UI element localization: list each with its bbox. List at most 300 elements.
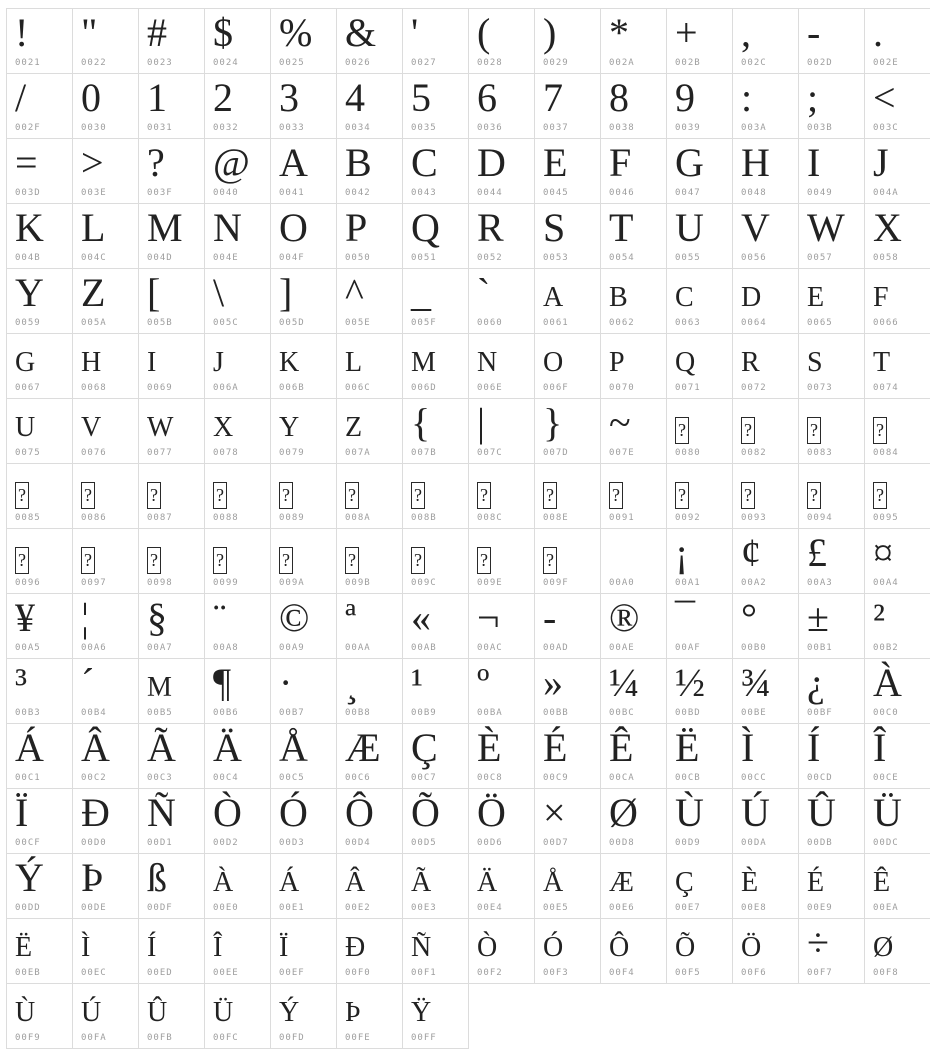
glyph-code: 00DE <box>81 903 107 913</box>
glyph-cell <box>733 269 799 334</box>
glyph-char <box>609 531 664 576</box>
glyph-code: 00B8 <box>345 708 371 718</box>
glyph-cell <box>799 9 865 74</box>
glyph-cell <box>73 594 139 659</box>
glyph-char: ß <box>147 855 167 900</box>
glyph-cell <box>667 854 733 919</box>
glyph-char <box>213 465 268 511</box>
glyph-char: { <box>411 400 431 445</box>
glyph-char: ¡ <box>675 530 689 575</box>
glyph-code: 0094 <box>807 513 833 523</box>
glyph-cell <box>535 204 601 269</box>
glyph-cell <box>205 724 271 789</box>
glyph-code: 006E <box>477 383 503 393</box>
glyph-char: % <box>279 10 313 55</box>
glyph-cell <box>73 139 139 204</box>
glyph-cell <box>271 529 337 594</box>
glyph-char: E <box>543 140 568 185</box>
glyph-char: ( <box>477 10 491 55</box>
glyph-code: 00D5 <box>411 838 437 848</box>
glyph-char <box>15 465 70 511</box>
glyph-cell <box>667 74 733 139</box>
glyph-code: 00F3 <box>543 968 569 978</box>
glyph-code: 003A <box>741 123 767 133</box>
glyph-code: 00DC <box>873 838 899 848</box>
glyph-char: Å <box>279 725 308 770</box>
glyph-char: H <box>741 140 770 185</box>
glyph-code: 0077 <box>147 448 173 458</box>
glyph-code: 00E3 <box>411 903 437 913</box>
glyph-code: 00A2 <box>741 578 767 588</box>
missing-glyph-icon: ? <box>807 417 821 444</box>
glyph-char: [ <box>147 270 161 315</box>
glyph-char: º <box>477 660 490 705</box>
glyph-cell <box>7 919 73 984</box>
glyph-code: 00C8 <box>477 773 503 783</box>
glyph-cell <box>337 984 403 1049</box>
glyph-cell <box>865 919 930 984</box>
glyph-code: 0051 <box>411 253 437 263</box>
glyph-code: 0073 <box>807 383 833 393</box>
glyph-char: s <box>807 335 823 380</box>
glyph-cell <box>271 659 337 724</box>
glyph-char: ¿ <box>807 660 825 705</box>
glyph-cell <box>469 399 535 464</box>
glyph-char: ± <box>807 595 829 640</box>
glyph-cell <box>601 594 667 659</box>
glyph-code: 00C3 <box>147 773 173 783</box>
glyph-cell <box>865 789 930 854</box>
glyph-code: 00FD <box>279 1033 305 1043</box>
glyph-code: 00B0 <box>741 643 767 653</box>
glyph-cell <box>337 9 403 74</box>
glyph-cell <box>271 984 337 1049</box>
glyph-char: Â <box>81 725 110 770</box>
glyph-code: 002C <box>741 58 767 68</box>
glyph-cell <box>799 464 865 529</box>
glyph-cell <box>205 334 271 399</box>
glyph-code: 003C <box>873 123 899 133</box>
glyph-code: 0031 <box>147 123 173 133</box>
missing-glyph-icon: ? <box>411 547 425 574</box>
glyph-char: ý <box>279 985 300 1030</box>
glyph-code: 0087 <box>147 513 173 523</box>
glyph-cell <box>469 529 535 594</box>
glyph-code: 00B3 <box>15 708 41 718</box>
glyph-code: 0097 <box>81 578 107 588</box>
missing-glyph-icon: ? <box>345 482 359 509</box>
glyph-cell <box>865 464 930 529</box>
glyph-code: 0047 <box>675 188 701 198</box>
glyph-code: 008C <box>477 513 503 523</box>
glyph-code: 0037 <box>543 123 569 133</box>
glyph-char: ú <box>81 985 102 1030</box>
glyph-char: 6 <box>477 75 497 120</box>
glyph-char: e <box>807 270 825 315</box>
glyph-cell <box>733 334 799 399</box>
glyph-char: Î <box>873 725 887 770</box>
glyph-cell <box>205 529 271 594</box>
glyph-code: 00D0 <box>81 838 107 848</box>
glyph-char: ¼ <box>609 660 639 705</box>
glyph-cell <box>469 204 535 269</box>
glyph-code: 0062 <box>609 318 635 328</box>
glyph-code: 003B <box>807 123 833 133</box>
glyph-code: 0085 <box>15 513 41 523</box>
glyph-char: $ <box>213 10 233 55</box>
glyph-code: 0069 <box>147 383 173 393</box>
glyph-char: Ú <box>741 790 770 835</box>
missing-glyph-icon: ? <box>147 482 161 509</box>
glyph-code: 0095 <box>873 513 899 523</box>
glyph-cell <box>865 529 930 594</box>
glyph-code: 00F1 <box>411 968 437 978</box>
glyph-code: 0055 <box>675 253 701 263</box>
glyph-code: 00C4 <box>213 773 239 783</box>
glyph-code: 00A0 <box>609 578 635 588</box>
glyph-char <box>873 400 928 446</box>
glyph-char <box>543 530 598 576</box>
glyph-cell <box>667 269 733 334</box>
glyph-cell <box>7 529 73 594</box>
glyph-cell <box>667 789 733 854</box>
missing-glyph-icon: ? <box>213 482 227 509</box>
glyph-cell <box>469 919 535 984</box>
glyph-char: ¬ <box>477 595 500 640</box>
glyph-cell <box>865 9 930 74</box>
glyph-char: D <box>477 140 506 185</box>
glyph-cell <box>403 74 469 139</box>
glyph-cell <box>403 594 469 659</box>
glyph-code: 005F <box>411 318 437 328</box>
glyph-code: 0072 <box>741 383 767 393</box>
glyph-char: Í <box>807 725 821 770</box>
glyph-code: 00A1 <box>675 578 701 588</box>
glyph-cell <box>139 594 205 659</box>
glyph-cell <box>469 139 535 204</box>
glyph-cell <box>403 139 469 204</box>
glyph-char <box>477 465 532 511</box>
glyph-cell <box>205 204 271 269</box>
glyph-cell <box>601 399 667 464</box>
glyph-char: u <box>15 400 36 445</box>
glyph-char: * <box>609 10 629 55</box>
glyph-cell <box>667 919 733 984</box>
glyph-code: 006D <box>411 383 437 393</box>
glyph-char: ' <box>411 10 419 55</box>
glyph-char <box>543 465 598 511</box>
glyph-char: y <box>279 400 300 445</box>
glyph-char: Û <box>807 790 836 835</box>
glyph-char: , <box>741 10 751 55</box>
glyph-code: 00E1 <box>279 903 305 913</box>
glyph-char: 3 <box>279 75 299 120</box>
glyph-code: 0029 <box>543 58 569 68</box>
glyph-cell <box>733 139 799 204</box>
glyph-code: 0082 <box>741 448 767 458</box>
missing-glyph-icon: ? <box>807 482 821 509</box>
glyph-char: ð <box>345 920 366 965</box>
glyph-code: 00A8 <box>213 643 239 653</box>
glyph-code: 0032 <box>213 123 239 133</box>
glyph-code: 00CE <box>873 773 899 783</box>
glyph-code: 00DD <box>15 903 41 913</box>
glyph-code: 009F <box>543 578 569 588</box>
glyph-cell <box>271 9 337 74</box>
glyph-cell <box>73 659 139 724</box>
glyph-cell <box>799 334 865 399</box>
glyph-code: 00C6 <box>345 773 371 783</box>
glyph-code: 00C5 <box>279 773 305 783</box>
glyph-code: 00C9 <box>543 773 569 783</box>
glyph-char: ] <box>279 270 293 315</box>
glyph-code: 00AB <box>411 643 437 653</box>
glyph-char: · <box>279 660 293 705</box>
glyph-cell <box>271 139 337 204</box>
glyph-code: 0030 <box>81 123 107 133</box>
glyph-code: 00CD <box>807 773 833 783</box>
glyph-cell <box>667 594 733 659</box>
missing-glyph-icon: ? <box>213 547 227 574</box>
glyph-code: 00EF <box>279 968 305 978</box>
glyph-cell <box>73 724 139 789</box>
glyph-cell <box>139 789 205 854</box>
glyph-cell <box>7 269 73 334</box>
glyph-cell <box>601 334 667 399</box>
glyph-code: 00EA <box>873 903 899 913</box>
glyph-char: v <box>81 400 102 445</box>
glyph-char: 7 <box>543 75 563 120</box>
glyph-code: 008B <box>411 513 437 523</box>
glyph-code: 0048 <box>741 188 767 198</box>
glyph-char: i <box>147 335 157 380</box>
glyph-cell <box>733 9 799 74</box>
glyph-code: 0065 <box>807 318 833 328</box>
glyph-char: Ä <box>213 725 242 770</box>
glyph-code: 00CC <box>741 773 767 783</box>
glyph-code: 00A7 <box>147 643 173 653</box>
glyph-cell <box>601 204 667 269</box>
glyph-cell <box>667 724 733 789</box>
glyph-cell <box>733 919 799 984</box>
glyph-cell <box>601 74 667 139</box>
glyph-code: 00E5 <box>543 903 569 913</box>
glyph-char: n <box>477 335 498 380</box>
glyph-cell <box>799 74 865 139</box>
glyph-char <box>477 530 532 576</box>
glyph-code: 00F5 <box>675 968 701 978</box>
glyph-code: 0060 <box>477 318 503 328</box>
glyph-code: 0053 <box>543 253 569 263</box>
glyph-code: 00B2 <box>873 643 899 653</box>
glyph-cell <box>535 919 601 984</box>
glyph-char: ü <box>213 985 234 1030</box>
glyph-cell <box>271 919 337 984</box>
glyph-char: A <box>279 140 308 185</box>
glyph-cell <box>271 74 337 139</box>
glyph-char: F <box>609 140 632 185</box>
glyph-code: 0033 <box>279 123 305 133</box>
glyph-char: ² <box>873 595 885 640</box>
glyph-code: 00F8 <box>873 968 899 978</box>
glyph-cell <box>469 724 535 789</box>
glyph-code: 002D <box>807 58 833 68</box>
glyph-code: 00F6 <box>741 968 767 978</box>
glyph-code: 0092 <box>675 513 701 523</box>
glyph-char: L <box>81 205 106 250</box>
glyph-cell <box>799 854 865 919</box>
glyph-char: « <box>411 595 431 640</box>
glyph-cell <box>139 74 205 139</box>
glyph-char: Õ <box>411 790 440 835</box>
glyph-code: 00C0 <box>873 708 899 718</box>
glyph-char: ù <box>15 985 36 1030</box>
glyph-char: à <box>213 855 234 900</box>
glyph-code: 0076 <box>81 448 107 458</box>
glyph-code: 0058 <box>873 253 899 263</box>
glyph-cell <box>205 789 271 854</box>
glyph-cell <box>733 659 799 724</box>
glyph-cell <box>535 724 601 789</box>
glyph-code: 00D8 <box>609 838 635 848</box>
glyph-char: Ó <box>279 790 308 835</box>
glyph-code: 002F <box>15 123 41 133</box>
glyph-char: ¢ <box>741 530 761 575</box>
glyph-code: 004F <box>279 253 305 263</box>
glyph-cell <box>139 334 205 399</box>
glyph-code: 0067 <box>15 383 41 393</box>
glyph-code: 0046 <box>609 188 635 198</box>
glyph-char: ? <box>147 140 165 185</box>
glyph-cell <box>139 854 205 919</box>
glyph-char: £ <box>807 530 827 575</box>
glyph-cell <box>7 789 73 854</box>
glyph-cell <box>271 789 337 854</box>
glyph-char: j <box>213 335 224 380</box>
missing-glyph-icon: ? <box>675 482 689 509</box>
glyph-code: 00CF <box>15 838 41 848</box>
glyph-cell <box>403 854 469 919</box>
glyph-code: 00E9 <box>807 903 833 913</box>
glyph-cell <box>403 204 469 269</box>
glyph-code: 00E2 <box>345 903 371 913</box>
glyph-cell <box>733 204 799 269</box>
glyph-cell <box>535 334 601 399</box>
glyph-cell <box>865 204 930 269</box>
glyph-code: 002A <box>609 58 635 68</box>
glyph-code: 00E4 <box>477 903 503 913</box>
glyph-char: q <box>675 335 696 380</box>
glyph-char: } <box>543 400 563 445</box>
glyph-code: 00F4 <box>609 968 635 978</box>
glyph-code: 0099 <box>213 578 239 588</box>
glyph-code: 0050 <box>345 253 371 263</box>
glyph-code: 0078 <box>213 448 239 458</box>
glyph-char: ö <box>741 920 762 965</box>
glyph-char: ª <box>345 595 357 640</box>
glyph-code: 004A <box>873 188 899 198</box>
glyph-cell <box>403 464 469 529</box>
glyph-char: å <box>543 855 564 900</box>
glyph-cell <box>205 594 271 659</box>
glyph-char: é <box>807 855 825 900</box>
glyph-cell <box>469 659 535 724</box>
glyph-code: 003D <box>15 188 41 198</box>
glyph-cell <box>337 659 403 724</box>
missing-glyph-icon: ? <box>15 547 29 574</box>
glyph-cell <box>139 399 205 464</box>
glyph-code: 00AD <box>543 643 569 653</box>
glyph-char: M <box>147 205 183 250</box>
glyph-code: 0041 <box>279 188 305 198</box>
glyph-code: 00F7 <box>807 968 833 978</box>
glyph-code: 00AF <box>675 643 701 653</box>
glyph-cell <box>73 334 139 399</box>
glyph-code: 00A3 <box>807 578 833 588</box>
glyph-char: = <box>15 140 38 185</box>
glyph-code: 003E <box>81 188 107 198</box>
glyph-char: í <box>147 920 157 965</box>
glyph-char: X <box>873 205 902 250</box>
glyph-cell <box>139 139 205 204</box>
glyph-cell <box>403 659 469 724</box>
glyph-cell <box>337 399 403 464</box>
glyph-char: R <box>477 205 504 250</box>
glyph-char: á <box>279 855 300 900</box>
glyph-char: r <box>741 335 760 380</box>
glyph-char: ¶ <box>213 660 232 705</box>
glyph-code: 009C <box>411 578 437 588</box>
glyph-cell <box>337 74 403 139</box>
glyph-cell <box>733 789 799 854</box>
glyph-cell <box>7 139 73 204</box>
glyph-code: 00A6 <box>81 643 107 653</box>
glyph-code: 00D1 <box>147 838 173 848</box>
glyph-code: 009B <box>345 578 371 588</box>
glyph-cell <box>535 464 601 529</box>
glyph-code: 00CB <box>675 773 701 783</box>
glyph-code: 0043 <box>411 188 437 198</box>
glyph-char: ¤ <box>873 530 893 575</box>
glyph-code: 007A <box>345 448 371 458</box>
glyph-code: 00CA <box>609 773 635 783</box>
glyph-char: g <box>15 335 36 380</box>
glyph-cell <box>403 724 469 789</box>
glyph-cell <box>337 269 403 334</box>
glyph-cell <box>7 334 73 399</box>
glyph-cell <box>469 269 535 334</box>
glyph-cell <box>667 139 733 204</box>
glyph-char: Ê <box>609 725 634 770</box>
glyph-cell <box>601 269 667 334</box>
glyph-cell <box>733 74 799 139</box>
glyph-cell <box>73 204 139 269</box>
glyph-cell <box>799 269 865 334</box>
glyph-char: ¾ <box>741 660 771 705</box>
glyph-char: ñ <box>411 920 432 965</box>
glyph-cell <box>73 464 139 529</box>
glyph-char: ¯ <box>675 595 695 640</box>
glyph-cell <box>469 9 535 74</box>
glyph-code: 006C <box>345 383 371 393</box>
glyph-cell <box>7 594 73 659</box>
missing-glyph-icon: ? <box>15 482 29 509</box>
glyph-cell <box>469 74 535 139</box>
glyph-cell <box>865 594 930 659</box>
glyph-cell <box>601 9 667 74</box>
glyph-code: 00EE <box>213 968 239 978</box>
glyph-char: O <box>279 205 308 250</box>
